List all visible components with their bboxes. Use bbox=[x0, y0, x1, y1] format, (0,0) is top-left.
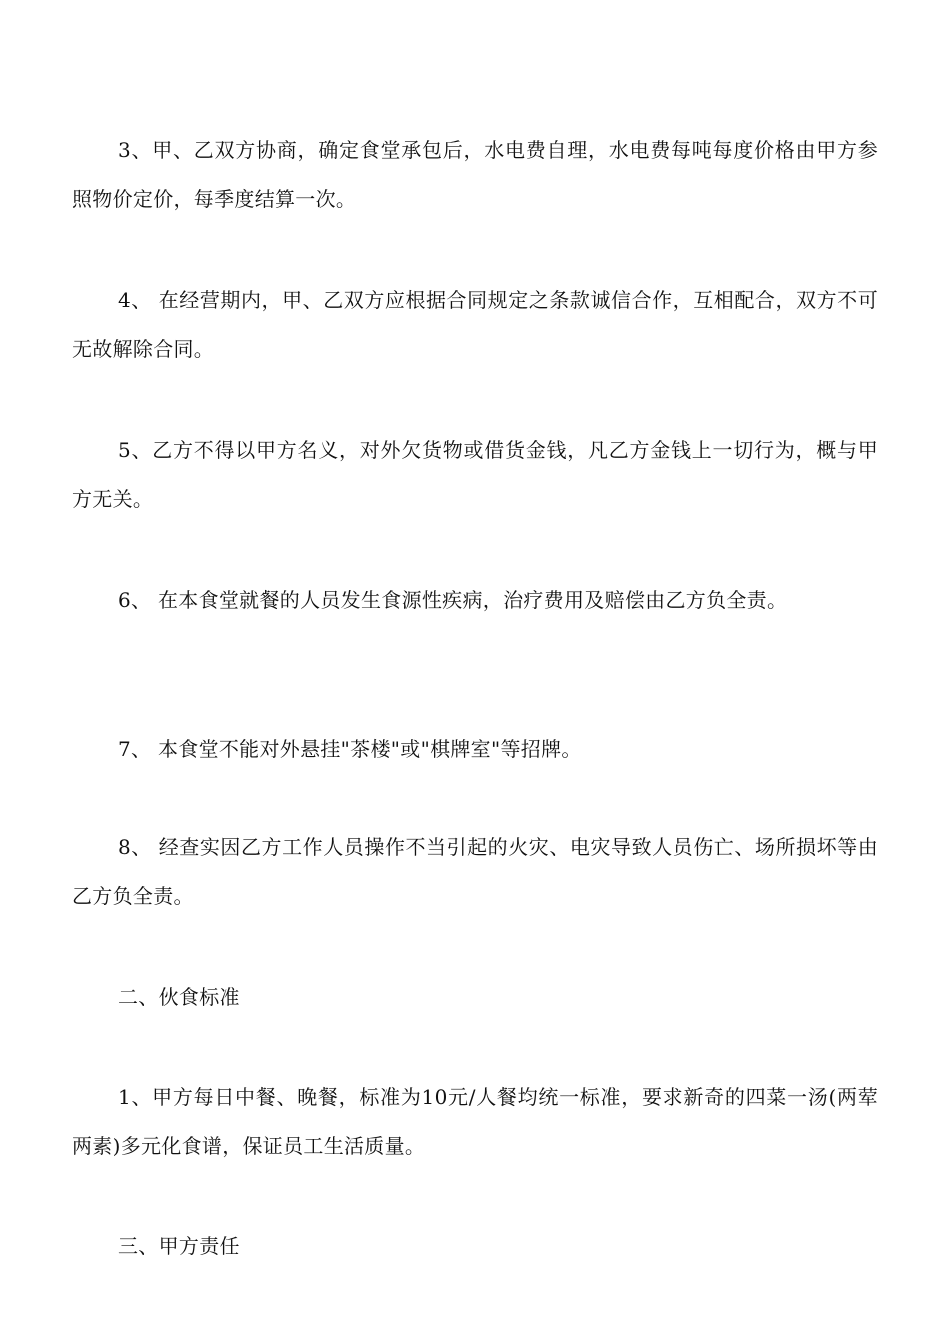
clause-3-water-electricity: 3、甲、乙双方协商，确定食堂承包后，水电费自理，水电费每吨每度价格由甲方参照物价定价，每季度结算一次。 bbox=[72, 138, 878, 211]
clause-7-signage: 7、 本食堂不能对外悬挂"茶楼"或"棋牌室"等招牌。 bbox=[118, 737, 582, 761]
meal-standard-clause-1: 1、甲方每日中餐、晚餐，标准为10元/人餐均统一标准，要求新奇的四菜一汤(两荤两素)多元化食谱，保证员工生活质量。 bbox=[72, 1085, 878, 1158]
section-heading-meal-standard: 二、伙食标准 bbox=[118, 985, 240, 1009]
clause-8-fire-electric-accidents: 8、 经查实因乙方工作人员操作不当引起的火灾、电灾导致人员伤亡、场所损坏等由乙方负全责。 bbox=[72, 835, 878, 908]
clause-6-foodborne-illness: 6、 在本食堂就餐的人员发生食源性疾病，治疗费用及赔偿由乙方负全责。 bbox=[118, 588, 788, 612]
clause-5-debts: 5、乙方不得以甲方名义，对外欠货物或借货金钱，凡乙方金钱上一切行为，概与甲方无关。 bbox=[72, 438, 878, 511]
section-heading-party-a-responsibility: 三、甲方责任 bbox=[118, 1234, 240, 1258]
clause-4-good-faith-cooperation: 4、 在经营期内，甲、乙双方应根据合同规定之条款诚信合作，互相配合，双方不可无故解除合同。 bbox=[72, 288, 878, 361]
